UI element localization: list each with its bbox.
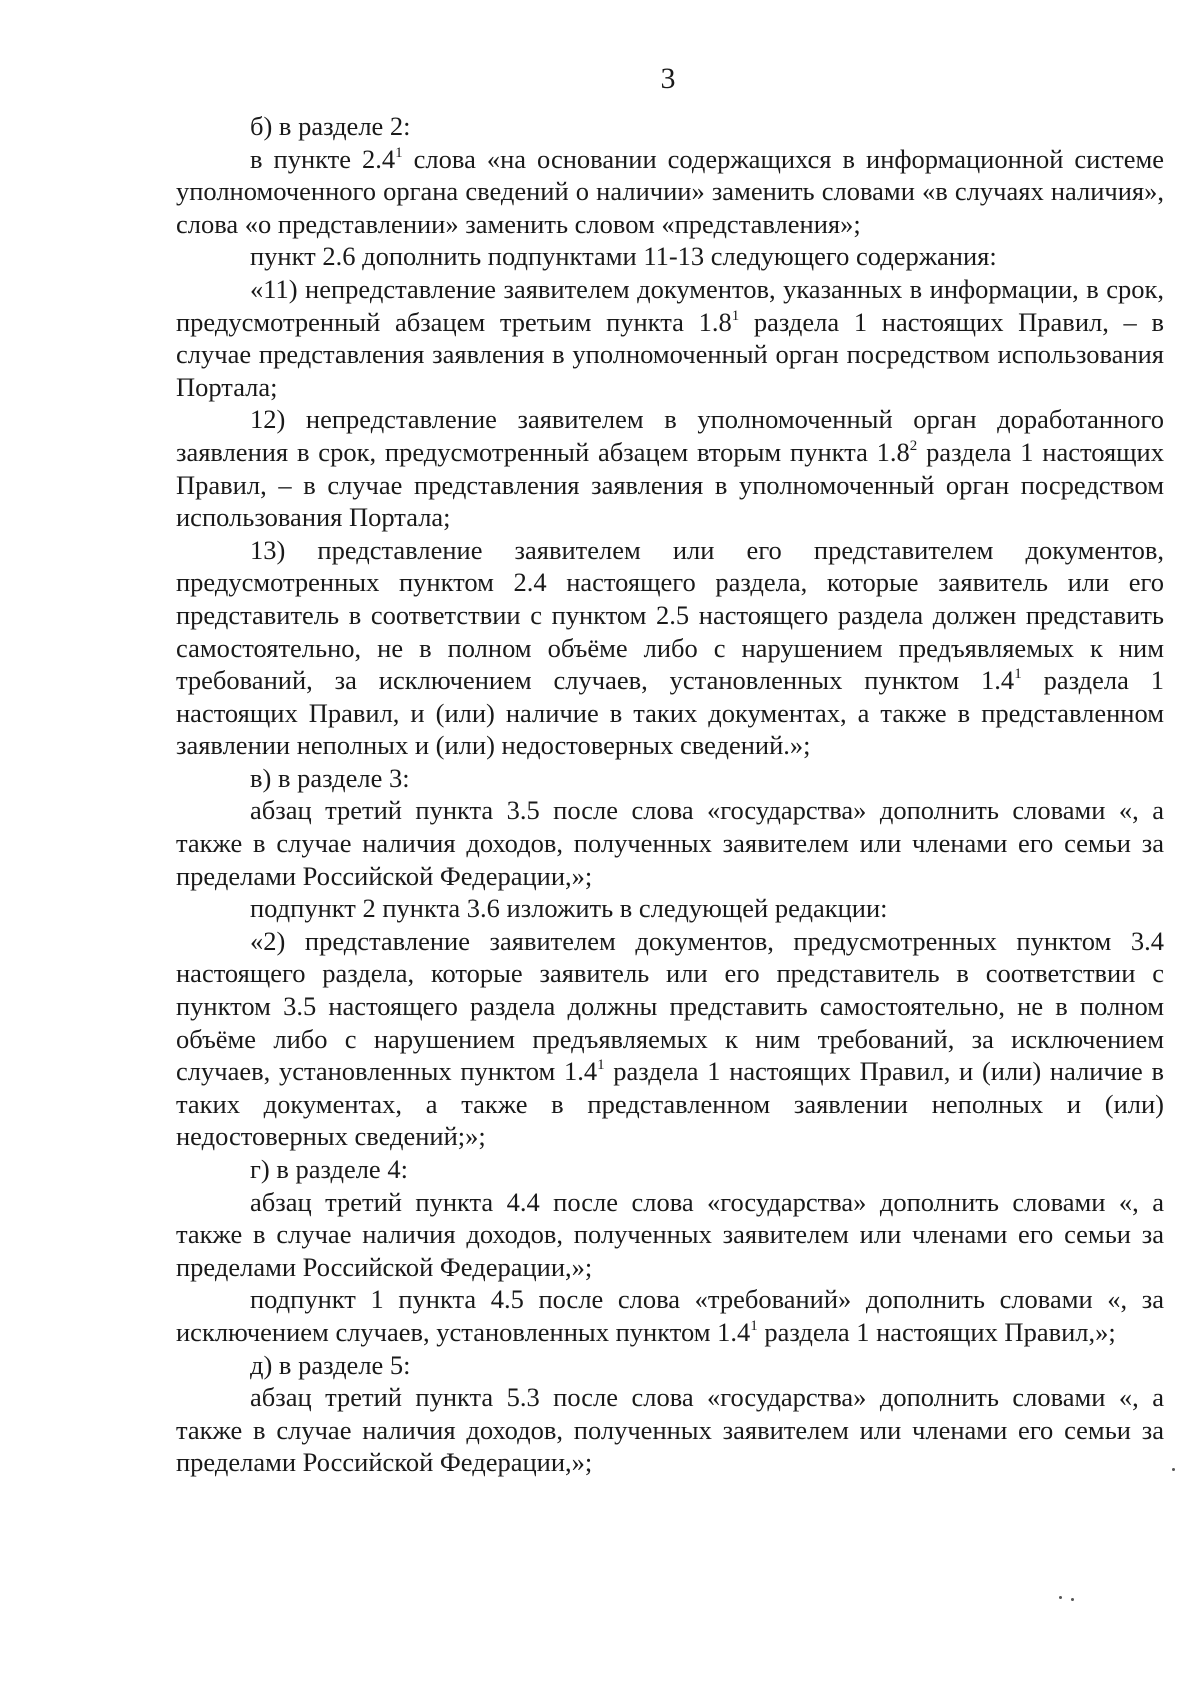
paragraph — [176, 1186, 1164, 1284]
paragraph-text: подпункт 2 пункта 3.6 изложить в следующей редакции: — [250, 893, 888, 924]
paragraph-text: раздела 1 настоящих Правил, и (или) наличие в таких документах, а также в представленном заявлении неполных и (или) недостоверных сведений;»; — [176, 1056, 1164, 1152]
paragraph-text: в) в разделе 3: — [250, 762, 410, 793]
paragraph — [176, 1349, 1164, 1382]
superscript-index: 1 — [395, 144, 403, 161]
paragraph — [176, 1153, 1164, 1186]
superscript-index: 1 — [597, 1057, 605, 1074]
scan-speck — [1071, 1598, 1074, 1601]
paragraph-text: абзац третий пункта 5.3 после слова «государства» дополнить словами «, а также в случае наличия доходов, полученных заявителем или членами его семьи за пределами Российской Федерации,»; — [176, 1382, 1164, 1478]
paragraph — [176, 143, 1164, 241]
paragraph — [176, 110, 1164, 143]
scan-speck — [1172, 1468, 1175, 1471]
paragraph — [176, 1283, 1164, 1348]
paragraph-text: 13) представление заявителем или его представителем документов, предусмотренных пунктом 2.4 настоящего раздела, которые заявитель или его представитель в соответствии с пунктом 2.5 настоящего раздела должен представить самостоятельно, не в полном объёме либо с нарушением предъявляемых к ним требований, за исключением случаев, установленных пунктом 1.4 — [176, 534, 1164, 696]
paragraph — [176, 892, 1164, 925]
paragraph — [176, 273, 1164, 403]
paragraph-text: б) в разделе 2: — [250, 111, 411, 141]
superscript-index: 2 — [909, 437, 918, 454]
superscript-index: 1 — [1014, 666, 1022, 683]
paragraph-text: слова «на основании содержащихся в информационной системе уполномоченного органа сведений о наличии» заменить словами «в случаях наличия», слова «о представлении» заменить словом «представления»; — [176, 143, 1164, 239]
paragraph-text: «2) представление заявителем документов, предусмотренных пунктом 3.4 настоящего раздела, которые заявитель или его представитель в соответствии с пунктом 3.5 настоящего раздела должны представить самостоятельно, не в полном объёме либо с нарушением предъявляемых к ним требований, за исключением случаев, установленных пунктом 1.4 — [176, 925, 1164, 1087]
paragraph — [176, 925, 1164, 1153]
paragraph-text: подпункт 1 пункта 4.5 после слова «требований» дополнить словами «, за исключением случаев, установленных пунктом 1.4 — [176, 1284, 1164, 1347]
superscript-index: 1 — [750, 1317, 758, 1334]
paragraph-text: «11) непредставление заявителем документов, указанных в информации, в срок, предусмотренный абзацем третьим пункта 1.8 — [176, 273, 1164, 337]
paragraph-text: пункт 2.6 дополнить подпунктами 11-13 следующего содержания: — [250, 241, 997, 272]
paragraph — [176, 794, 1164, 892]
paragraph — [176, 534, 1164, 762]
paragraph-text: раздела 1 настоящих Правил, и (или) наличие в таких документах, а также в представленном заявлении неполных и (или) недостоверных сведений.»; — [176, 665, 1164, 761]
scan-speck — [1059, 1596, 1062, 1599]
paragraph-text: абзац третий пункта 4.4 после слова «государства» дополнить словами «, а также в случае наличия доходов, полученных заявителем или членами его семьи за пределами Российской Федерации,»; — [176, 1186, 1164, 1282]
paragraph-text: абзац третий пункта 3.5 после слова «государства» дополнить словами «, а также в случае наличия доходов, полученных заявителем или членами его семьи за пределами Российской Федерации,»; — [176, 795, 1164, 891]
superscript-index: 1 — [731, 307, 740, 324]
paragraph-text: г) в разделе 4: — [250, 1154, 408, 1184]
paragraph-text: раздела 1 настоящих Правил, – в случае представления заявления в уполномоченный орган посредством использования Портала; — [176, 436, 1164, 533]
paragraph-text: в пункте 2.4 — [250, 143, 396, 174]
paragraph — [176, 762, 1164, 795]
paragraph-text: раздела 1 настоящих Правил, – в случае представления заявления в уполномоченный орган посредством использования Портала; — [176, 306, 1164, 402]
paragraph — [176, 240, 1164, 273]
paragraph-text: 12) непредставление заявителем в уполномоченный орган доработанного заявления в срок, предусмотренный абзацем вторым пункта 1.8 — [176, 404, 1164, 467]
paragraph — [176, 403, 1164, 533]
paragraph-text: раздела 1 настоящих Правил,»; — [757, 1316, 1116, 1347]
paragraph-text: д) в разделе 5: — [250, 1349, 411, 1380]
document-body — [176, 110, 1164, 1479]
paragraph — [176, 1381, 1164, 1479]
page-number: 3 — [660, 62, 676, 95]
